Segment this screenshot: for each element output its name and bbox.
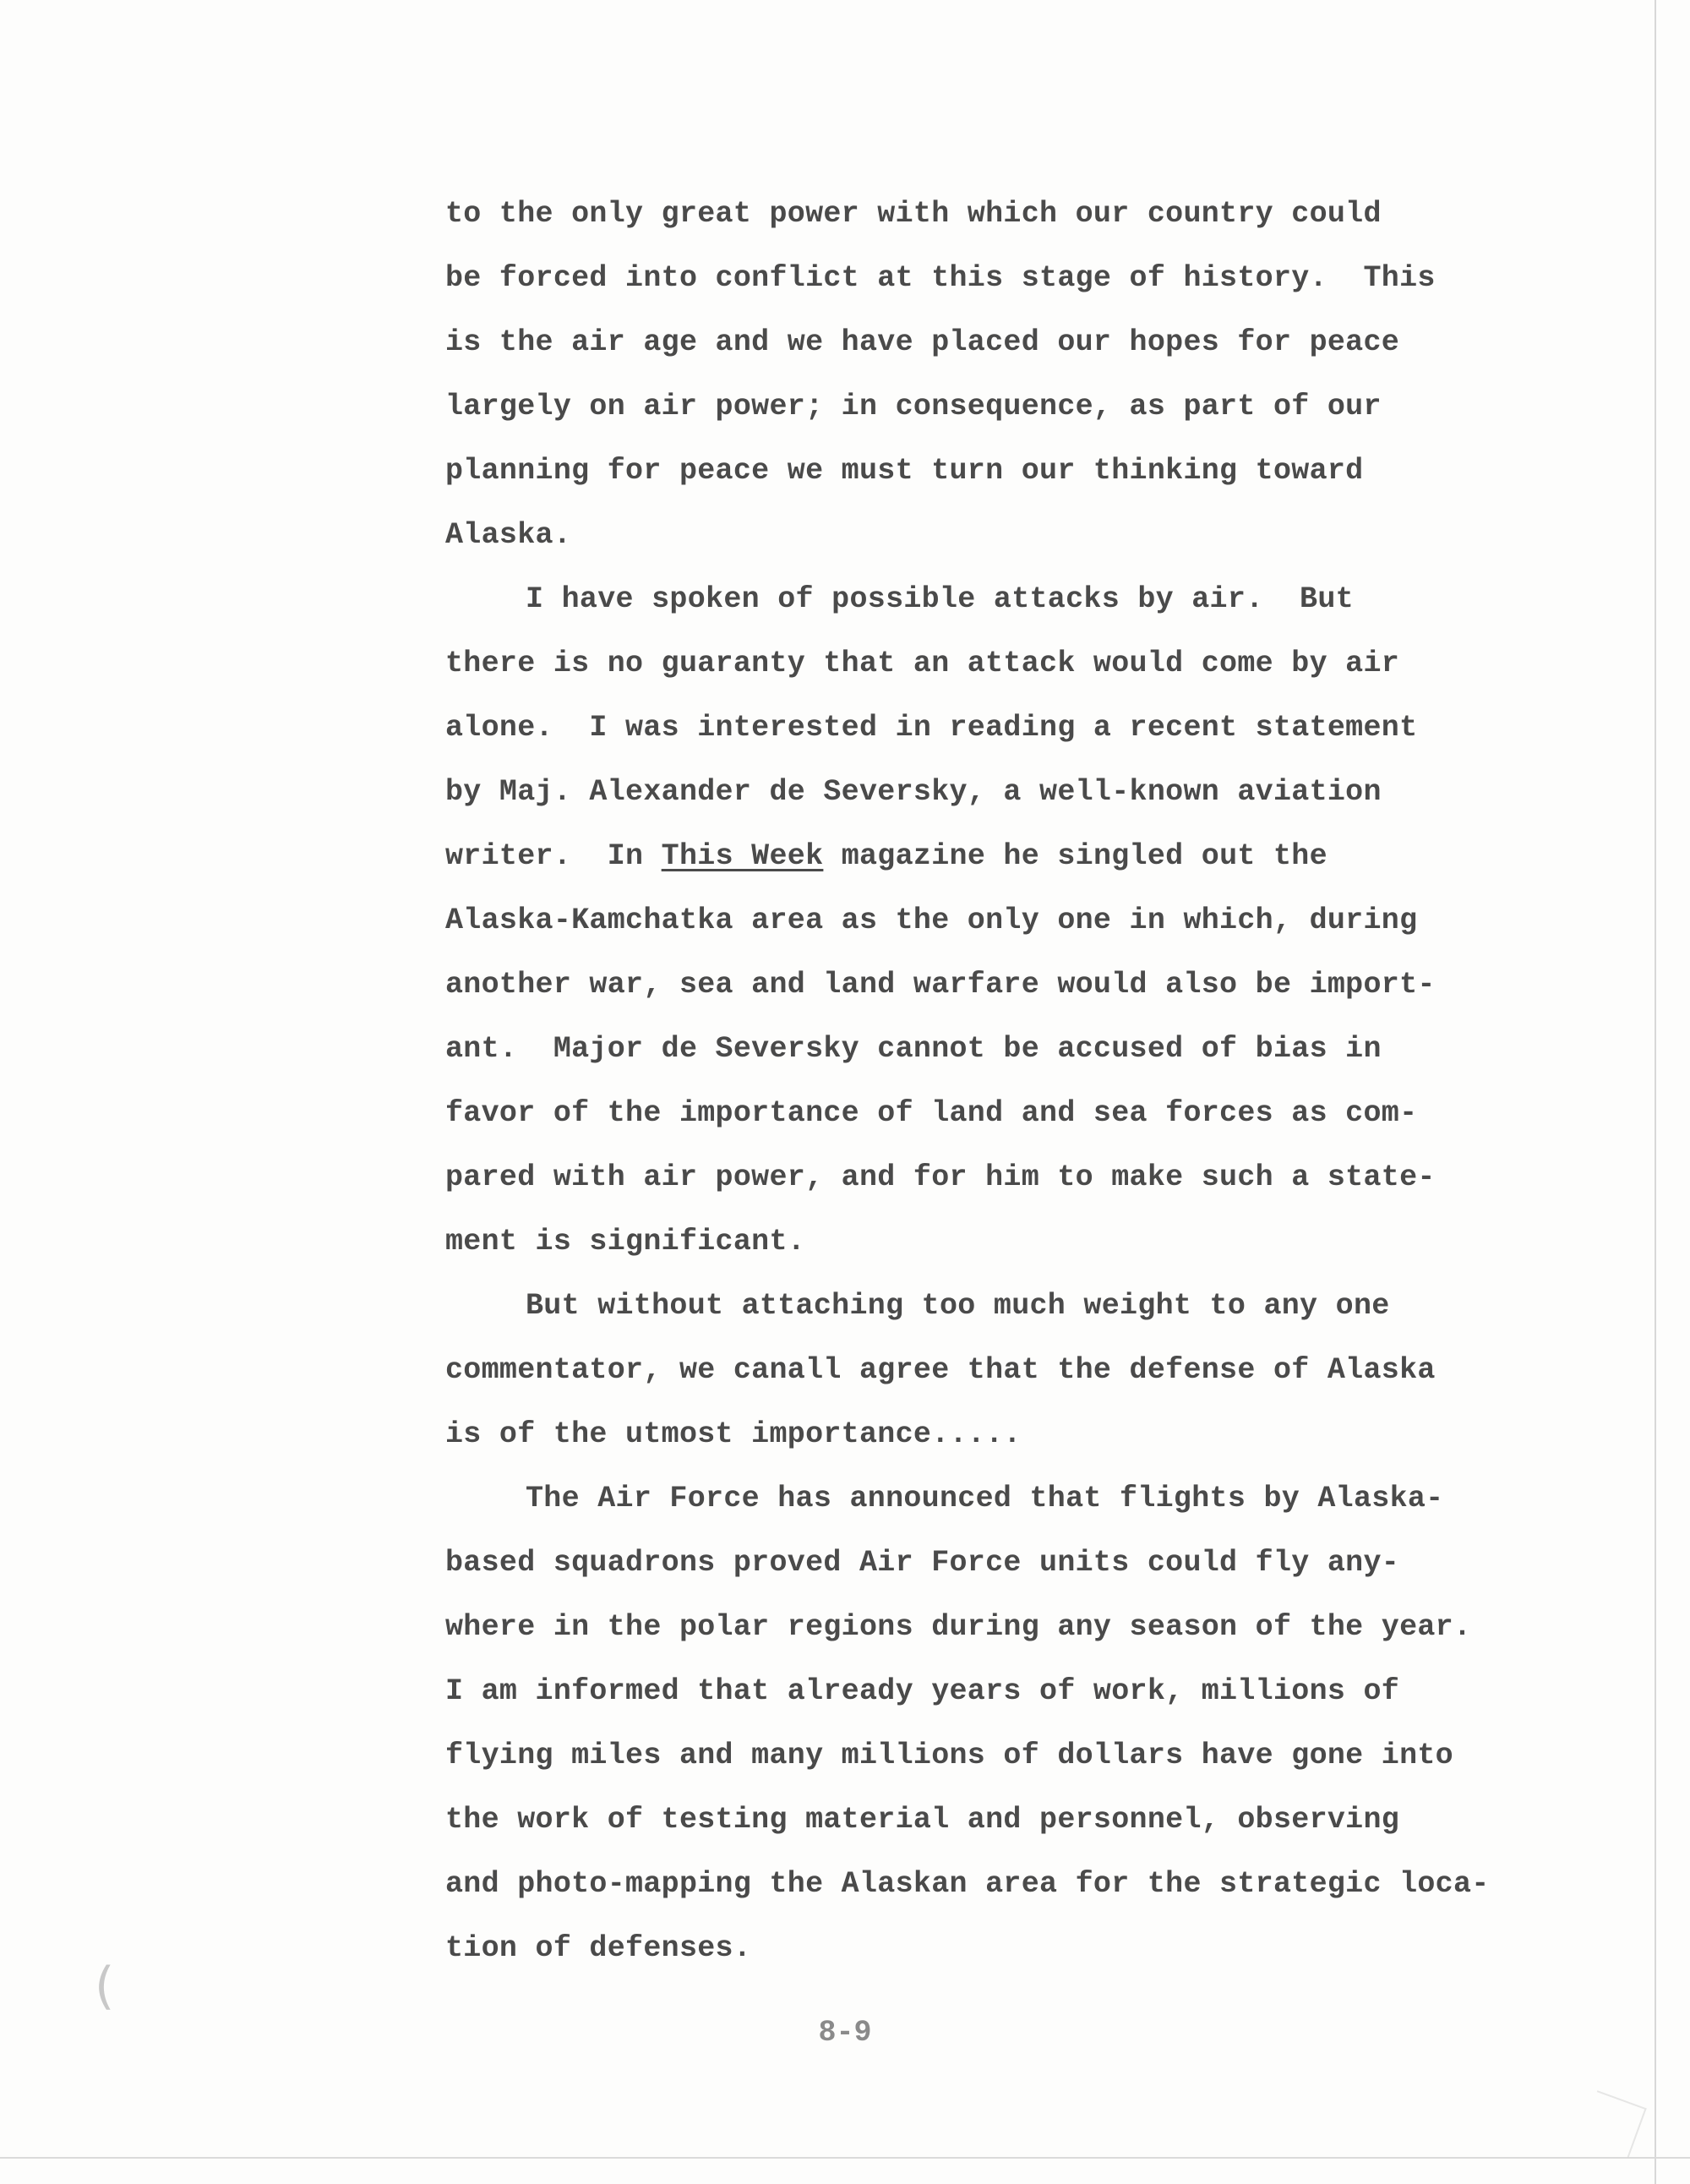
page-number: 8-9 xyxy=(818,2016,872,2050)
text-line: to the only great power with which our country could xyxy=(445,197,1382,231)
text-line: Alaska. xyxy=(445,518,572,552)
text-line: the work of testing material and personnel, observing xyxy=(445,1803,1400,1837)
paragraph-start-line: The Air Force has announced that flights by Alaska- xyxy=(526,1482,1444,1515)
text-line: ment is significant. xyxy=(445,1225,806,1259)
text-line: I am informed that already years of work, millions of xyxy=(445,1674,1400,1708)
paragraph-start-line: But without attaching too much weight to any one xyxy=(526,1289,1390,1323)
text-line: is the air age and we have placed our hopes for peace xyxy=(445,325,1400,359)
text-line: Alaska-Kamchatka area as the only one in which, during xyxy=(445,904,1418,937)
text-fragment: writer. In xyxy=(445,839,662,873)
text-line: another war, sea and land warfare would also be import- xyxy=(445,968,1436,1002)
text-fragment xyxy=(823,839,841,873)
paragraph-start-line: I have spoken of possible attacks by air. But xyxy=(526,582,1354,616)
text-line: alone. I was interested in reading a recent statement xyxy=(445,711,1418,745)
text-line: largely on air power; in consequence, as part of our xyxy=(445,390,1382,423)
margin-mark-icon: ( xyxy=(95,1957,115,2016)
text-line: be forced into conflict at this stage of history. This xyxy=(445,261,1436,295)
text-line: where in the polar regions during any season of the year. xyxy=(445,1610,1472,1644)
page-edge-right xyxy=(1655,0,1656,2184)
text-line: there is no guaranty that an attack would come by air xyxy=(445,647,1400,680)
magazine-title: This Week xyxy=(661,839,824,873)
corner-crease-icon xyxy=(1579,2090,1646,2157)
text-line: commentator, we canall agree that the defense of Alaska xyxy=(445,1353,1436,1387)
text-line: by Maj. Alexander de Seversky, a well-known aviation xyxy=(445,775,1382,809)
text-line: based squadrons proved Air Force units could fly any- xyxy=(445,1546,1400,1580)
text-fragment: magazine he singled out the xyxy=(841,839,1327,873)
text-line: ant. Major de Seversky cannot be accused of bias in xyxy=(445,1032,1382,1066)
text-line: planning for peace we must turn our thinking toward xyxy=(445,454,1364,488)
text-line: favor of the importance of land and sea forces as com- xyxy=(445,1096,1418,1130)
text-line-with-title xyxy=(445,824,1578,888)
page-edge-bottom xyxy=(0,2157,1690,2159)
text-line: and photo-mapping the Alaskan area for the strategic loca- xyxy=(445,1867,1490,1901)
text-line: pared with air power, and for him to make such a state- xyxy=(445,1160,1436,1194)
text-line: is of the utmost importance..... xyxy=(445,1417,1022,1451)
text-line: tion of defenses. xyxy=(445,1931,752,1965)
body-text xyxy=(445,182,1578,1980)
text-line: flying miles and many millions of dollars have gone into xyxy=(445,1739,1453,1772)
